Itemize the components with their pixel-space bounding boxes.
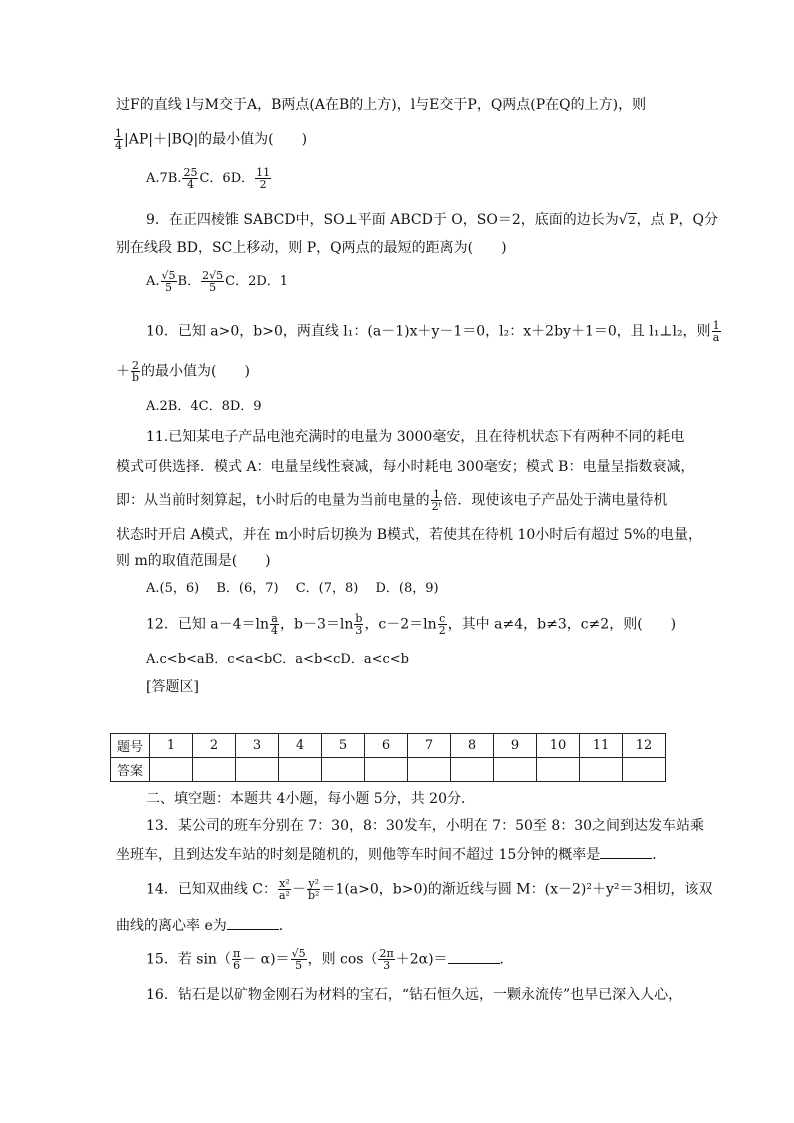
answer-cell[interactable] [322, 758, 365, 782]
answer-cell[interactable] [408, 758, 451, 782]
q8-fraction: $\frac{1}{4}$ [115, 127, 122, 152]
answer-cell[interactable] [236, 758, 279, 782]
question-number: 6 [365, 734, 408, 758]
question-number: 10 [537, 734, 580, 758]
answer-cell[interactable] [623, 758, 666, 782]
question-number: 11 [580, 734, 623, 758]
question-number: 3 [236, 734, 279, 758]
answer-cell[interactable] [279, 758, 322, 782]
q9-line2: 别在线段 BD，SC上移动，则 P，Q两点的最短的距离为( ) [116, 240, 507, 256]
answer-cell[interactable] [150, 758, 193, 782]
question-number: 2 [193, 734, 236, 758]
q13-line2: 坐班车，且到达发车站的时刻是随机的，则他等车时间不超过 15分钟的概率是 ． [116, 847, 667, 863]
answer-cell[interactable] [537, 758, 580, 782]
q8-line2: $\frac{1}{4}$ |AP|＋|BQ|的最小值为( ) [115, 127, 308, 152]
answer-cell[interactable] [451, 758, 494, 782]
q9-line1: 9．在正四棱锥 SABCD中，SO⊥平面 ABCD于 O，SO＝2，底面的边长为√2，点 P，Q分 [146, 212, 719, 228]
q15-answer-blank[interactable] [448, 951, 500, 964]
q13-answer-blank[interactable] [600, 846, 652, 859]
question-number: 4 [279, 734, 322, 758]
q8-options: A.7B. $\frac{25}{4}$ C．6D． $\frac{11}{2}$ [146, 166, 271, 191]
q11-options: A.(5，6) B．(6，7) C．(7，8) D．(8，9) [146, 581, 439, 596]
q14-answer-blank[interactable] [227, 917, 279, 930]
section-2-heading: 二、填空题：本题共 4小题，每小题 5分，共 20分． [146, 791, 475, 807]
answer-cell[interactable] [494, 758, 537, 782]
q16-line1: 16．钻石是以矿物金刚石为材料的宝石，“钻石恒久远，一颗永流传”也早已深入人心， [146, 987, 683, 1003]
q11-line5: 则 m的取值范围是( ) [116, 553, 271, 569]
q14-line2: 曲线的离心率 e为 ． [116, 918, 293, 934]
answer-label: 答案 [111, 758, 150, 782]
q10-options: A.2B．4C．8D．9 [146, 399, 262, 414]
q11-line2: 模式可供选择．模式 A：电量呈线性衰减，每小时耗电 300毫安；模式 B：电量呈指数衰减， [116, 459, 695, 475]
answer-table [110, 733, 666, 782]
question-number: 7 [408, 734, 451, 758]
answer-table-header-row [111, 734, 666, 758]
q13-line1: 13．某公司的班车分别在 7：30，8：30发车，小明在 7：50至 8：30之间到达发车站乘 [146, 818, 705, 834]
answer-cell[interactable] [580, 758, 623, 782]
q8-line1: 过F的直线 l与M交于A，B两点(A在B的上方)，l与E交于P，Q两点(P在Q的上方)，则 [116, 97, 647, 113]
question-number-label: 题号 [111, 734, 150, 758]
q9-options: A. $\frac{√5}{5}$ B． $\frac{2√5}{5}$ C．2D．1 [146, 269, 289, 294]
question-number: 5 [322, 734, 365, 758]
answer-table-answer-row [111, 758, 666, 782]
q10-line2: ＋ $\frac{2}{b}$ 的最小值为( ) [116, 359, 250, 384]
answer-cell[interactable] [365, 758, 408, 782]
q11-line3: 即：从当前时刻算起，t小时后的电量为当前电量的 $\frac{1}{\text{2ᵗ}}$ 倍．现使该电子产品处于满电量待机 [116, 488, 668, 513]
q15-line1: 15．若 sin（ $\frac{\pi}{6}$ － α)＝ $\frac{√5}{5}$ ，则 cos（ $\frac{2\pi}{3}$ ＋2α)＝ ． [146, 947, 514, 972]
question-number: 8 [451, 734, 494, 758]
q12-options: A.c<b<aB．c<a<bC．a<b<cD．a<c<b [146, 652, 409, 667]
q12-line1: 12．已知 a－4＝ln $\frac{a}{4}$ ，b－3＝ln $\frac{b}{3}$ ，c－2＝ln $\frac{c}{2}$ ，其中 a≠4，b≠3，c≠2，则( ) [146, 612, 677, 637]
q14-line1: 14．已知双曲线 C： $\frac{\text{x²}}{\text{a²}}$ － $\frac{\text{y²}}{\text{b²}}$ ＝1(a>0，b>0)的渐近线与圆 M：(x－2)²＋y²＝3相切，该双 [146, 877, 713, 902]
q11-line1: 11.已知某电子产品电池充满时的电量为 3000毫安，且在待机状态下有两种不同的耗电 [146, 429, 685, 445]
question-number: 9 [494, 734, 537, 758]
answer-zone-label: [答题区] [146, 679, 199, 695]
q10-line1: 10．已知 a>0，b>0，两直线 l₁：(a－1)x＋y－1＝0，l₂：x＋2by＋1＝0，且 l₁⊥l₂，则 $\frac{1}{a}$ [146, 319, 720, 344]
answer-cell[interactable] [193, 758, 236, 782]
q11-line4: 状态时开启 A模式，并在 m小时后切换为 B模式，若使其在待机 10小时后有超过 5%的电量， [116, 527, 702, 543]
question-number: 1 [150, 734, 193, 758]
question-number: 12 [623, 734, 666, 758]
